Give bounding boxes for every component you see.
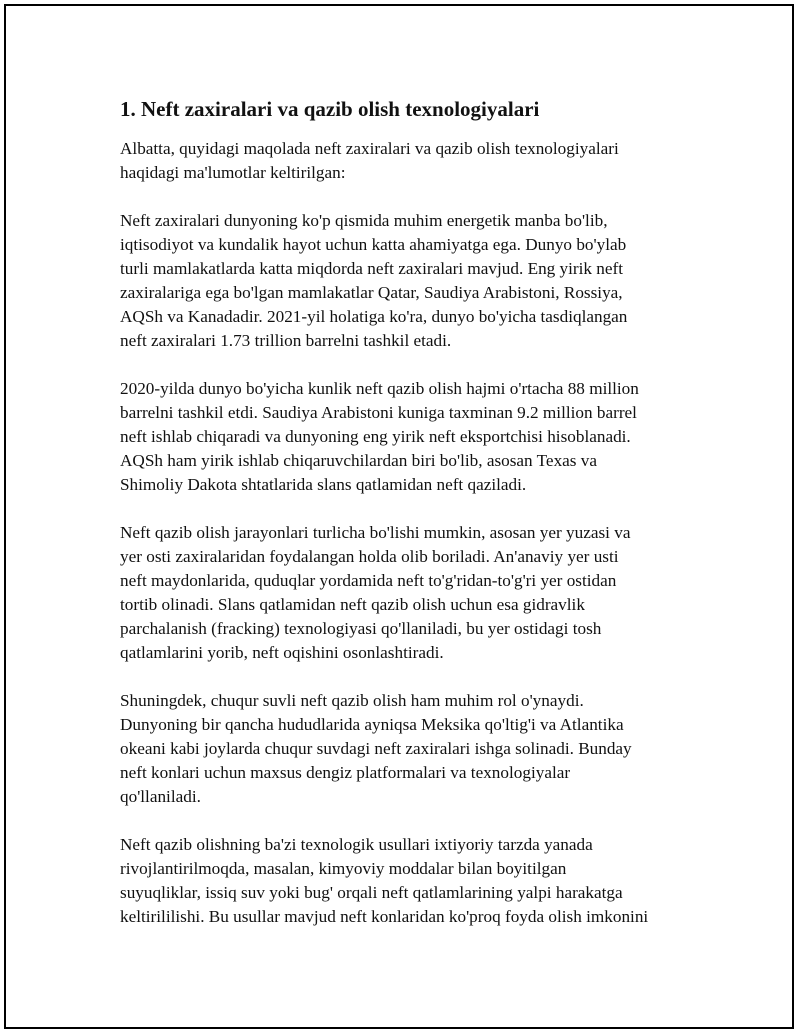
text-line: rivojlantirilmoqda, masalan, kimyoviy moddalar bilan boyitilgan	[120, 859, 567, 878]
text-line: Shuningdek, chuqur suvli neft qazib olish ham muhim rol o'ynaydi.	[120, 691, 584, 710]
text-line: turli mamlakatlarda katta miqdorda neft zaxiralari mavjud. Eng yirik neft	[120, 259, 624, 278]
paragraph-deepwater	[120, 689, 700, 809]
text-line: suyuqliklar, issiq suv yoki bug' orqali neft qatlamlarining yalpi harakatga	[120, 883, 623, 902]
text-line: okeani kabi joylarda chuqur suvdagi neft zaxiralari ishga solinadi. Bunday	[120, 739, 632, 758]
text-line: haqidagi ma'lumotlar keltirilgan:	[120, 163, 346, 182]
paragraph-intro	[120, 137, 700, 185]
text-line: AQSh ham yirik ishlab chiqaruvchilardan biri bo'lib, asosan Texas va	[120, 451, 597, 470]
text-line: Neft qazib olish jarayonlari turlicha bo'lishi mumkin, asosan yer yuzasi va	[120, 523, 631, 542]
text-line: AQSh va Kanadadir. 2021-yil holatiga ko'ra, dunyo bo'yicha tasdiqlangan	[120, 307, 628, 326]
paragraph-production	[120, 377, 700, 497]
text-line: neft ishlab chiqaradi va dunyoning eng yirik neft eksportchisi hisoblanadi.	[120, 427, 631, 446]
paragraph-extraction-methods	[120, 521, 700, 665]
text-line: Albatta, quyidagi maqolada neft zaxiralari va qazib olish texnologiyalari	[120, 139, 619, 158]
text-line: Dunyoning bir qancha hududlarida ayniqsa Meksika qo'ltig'i va Atlantika	[120, 715, 624, 734]
text-line: Neft qazib olishning ba'zi texnologik usullari ixtiyoriy tarzda yanada	[120, 835, 593, 854]
text-line: Neft zaxiralari dunyoning ko'p qismida muhim energetik manba bo'lib,	[120, 211, 608, 230]
paragraph-enhanced-recovery	[120, 833, 700, 929]
paragraph-reserves	[120, 209, 700, 353]
document-body	[120, 95, 700, 953]
document-title: 1. Neft zaxiralari va qazib olish texnologiyalari	[120, 97, 540, 121]
text-line: parchalanish (fracking) texnologiyasi qo'llaniladi, bu yer ostidagi tosh	[120, 619, 602, 638]
text-line: yer osti zaxiralaridan foydalangan holda olib boriladi. An'anaviy yer usti	[120, 547, 619, 566]
text-line: zaxiralariga ega bo'lgan mamlakatlar Qatar, Saudiya Arabistoni, Rossiya,	[120, 283, 623, 302]
page-frame	[4, 4, 794, 1029]
text-line: neft maydonlarida, quduqlar yordamida neft to'g'ridan-to'g'ri yer ostidan	[120, 571, 617, 590]
text-line: neft zaxiralari 1.73 trillion barrelni tashkil etadi.	[120, 331, 452, 350]
text-line: tortib olinadi. Slans qatlamidan neft qazib olish uchun esa gidravlik	[120, 595, 585, 614]
text-line: 2020-yilda dunyo bo'yicha kunlik neft qazib olish hajmi o'rtacha 88 million	[120, 379, 639, 398]
text-line: Shimoliy Dakota shtatlarida slans qatlamidan neft qaziladi.	[120, 475, 527, 494]
text-line: iqtisodiyot va kundalik hayot uchun katta ahamiyatga ega. Dunyo bo'ylab	[120, 235, 627, 254]
text-line: keltirililishi. Bu usullar mavjud neft konlaridan ko'proq foyda olish imkonini	[120, 907, 649, 926]
text-line: neft konlari uchun maxsus dengiz platformalari va texnologiyalar	[120, 763, 571, 782]
text-line: qo'llaniladi.	[120, 787, 201, 806]
text-line: qatlamlarini yorib, neft oqishini osonlashtiradi.	[120, 643, 444, 662]
text-line: barrelni tashkil etdi. Saudiya Arabistoni kuniga taxminan 9.2 million barrel	[120, 403, 637, 422]
